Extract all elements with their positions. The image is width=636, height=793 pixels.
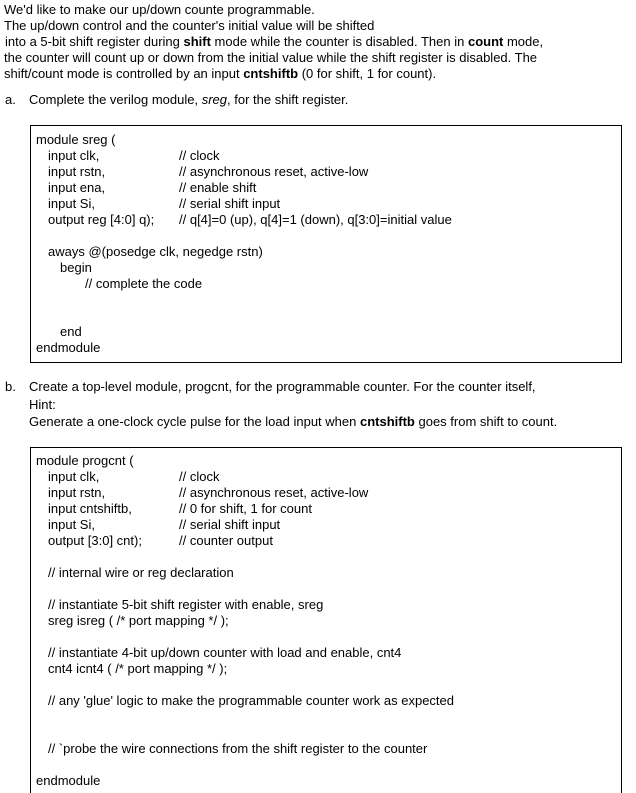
part-a-text: Complete the verilog module, (29, 92, 202, 107)
progcnt-endmodule: endmodule (36, 773, 101, 788)
intro-line-4: the counter will count up or down from the initial value while the shift register is disabled. The (4, 50, 538, 65)
progcnt-port-decl: input rstn, (48, 485, 106, 500)
sreg-port-decl: input Si, (48, 196, 95, 211)
part-b-question (5, 379, 536, 395)
progcnt-probe-comment: // `probe the wire connections from the shift register to the counter (48, 741, 428, 756)
sreg-port-comment: // clock (179, 148, 220, 163)
intro-text: mode while the counter is disabled. Then in (210, 34, 468, 49)
part-b-hint-text (29, 414, 557, 430)
progcnt-port-decl: input cntshiftb, (48, 501, 132, 516)
intro-text: mode, (503, 34, 544, 49)
sreg-port-comment: // serial shift input (179, 196, 281, 211)
sreg-port-comment: // asynchronous reset, active-low (179, 164, 369, 179)
progcnt-sreg-comment: // instantiate 5-bit shift register with enable, sreg (48, 597, 324, 612)
sreg-port-decl: input clk, (48, 148, 100, 163)
sreg-always: aways @(posedge clk, negedge rstn) (48, 244, 263, 259)
part-a-text-end: , for the shift register. (227, 92, 349, 107)
part-b-hint: Hint: (29, 397, 56, 412)
intro-line-2: The up/down control and the counter's initial value will be shifted (4, 18, 375, 33)
progcnt-port-decl: input clk, (48, 469, 100, 484)
progcnt-cnt4-comment: // instantiate 4-bit up/down counter with load and enable, cnt4 (48, 645, 402, 660)
intro-paragraph (4, 2, 634, 82)
progcnt-port-comment: // clock (179, 469, 220, 484)
progcnt-glue-comment: // any 'glue' logic to make the programmable counter work as expected (48, 693, 455, 708)
part-a-module-name: sreg (201, 92, 227, 107)
keyword-shift: shift (183, 34, 211, 49)
sreg-begin: begin (60, 260, 92, 275)
sreg-port-decl: input rstn, (48, 164, 106, 179)
keyword-cntshiftb: cntshiftb (359, 414, 415, 429)
intro-text: shift/count mode is controlled by an input (4, 66, 244, 81)
sreg-end: end (60, 324, 82, 339)
sreg-port-decl: input ena, (48, 180, 106, 195)
progcnt-port-comment: // counter output (179, 533, 273, 548)
part-a-marker: a. (5, 92, 16, 107)
intro-line-1: We'd like to make our up/down counte programmable. (4, 2, 315, 17)
part-b-marker: b. (5, 379, 16, 394)
intro-text: (0 for shift, 1 for count). (298, 66, 437, 81)
intro-text: into a 5-bit shift register during (5, 34, 184, 49)
progcnt-sreg-instance: sreg isreg ( /* port mapping */ ); (48, 613, 229, 628)
sreg-code-box (30, 125, 622, 363)
intro-line-5 (4, 66, 634, 82)
sreg-port-decl: output reg [4:0] q); (48, 212, 155, 227)
progcnt-internal-comment: // internal wire or reg declaration (48, 565, 234, 580)
keyword-cntshiftb: cntshiftb (243, 66, 299, 81)
part-b-line-1: Create a top-level module, progcnt, for the programmable counter. For the counter itself, (29, 379, 536, 394)
progcnt-port-decl: output [3:0] cnt); (48, 533, 142, 548)
progcnt-port-comment: // 0 for shift, 1 for count (179, 501, 312, 516)
sreg-port-comment: // enable shift (179, 180, 257, 195)
keyword-count: count (467, 34, 504, 49)
progcnt-cnt4-instance: cnt4 icnt4 ( /* port mapping */ ); (48, 661, 228, 676)
intro-line-3 (4, 34, 634, 50)
progcnt-port-comment: // asynchronous reset, active-low (179, 485, 369, 500)
progcnt-port-decl: input Si, (48, 517, 95, 532)
hint-text: goes from shift to count. (414, 414, 558, 429)
sreg-port-comment: // q[4]=0 (up), q[4]=1 (down), q[3:0]=initial value (179, 212, 452, 227)
sreg-complete-comment: // complete the code (85, 276, 203, 291)
progcnt-port-comment: // serial shift input (179, 517, 281, 532)
progcnt-code-box (30, 447, 622, 793)
sreg-header: module sreg ( (36, 132, 116, 147)
sreg-endmodule: endmodule (36, 340, 101, 355)
part-a-question (5, 92, 348, 108)
progcnt-header: module progcnt ( (36, 453, 134, 468)
hint-text: Generate a one-clock cycle pulse for the load input when (29, 414, 360, 429)
